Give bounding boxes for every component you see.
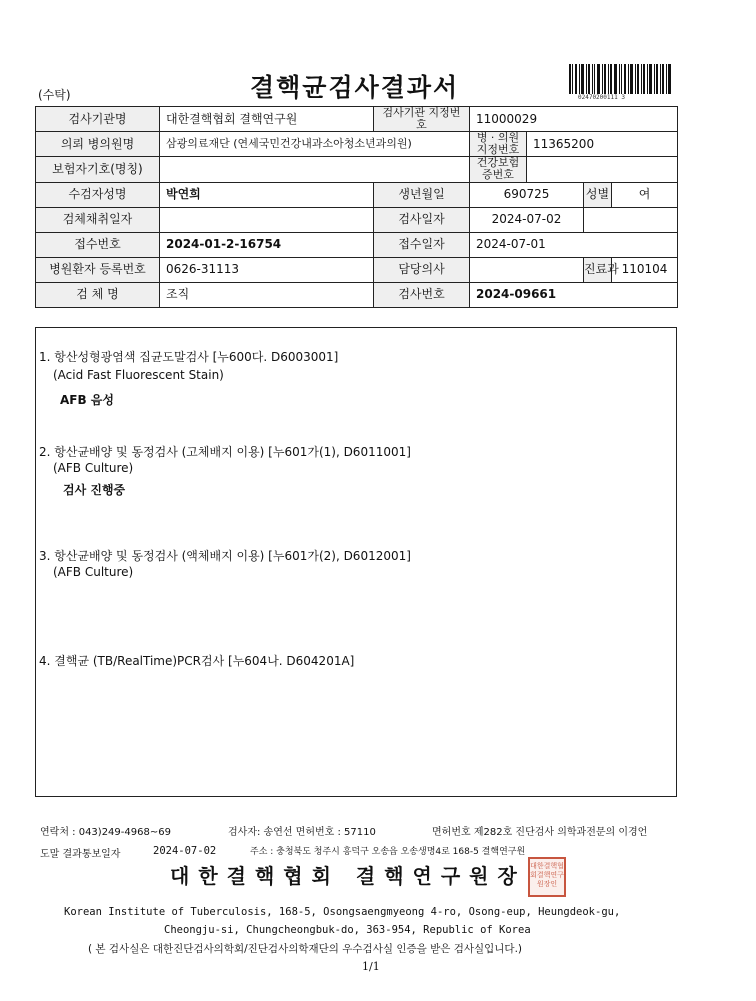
doctor-label: 담당의사 xyxy=(374,257,470,282)
birth-value: 690725 xyxy=(470,182,584,207)
req-hospital-code-label: 병 · 의원 지정번호 xyxy=(470,132,527,157)
table-row xyxy=(36,257,678,282)
copy-mark: (수탁) xyxy=(38,88,71,102)
test-date-value: 2024-07-02 xyxy=(470,207,584,232)
report-date-value: 2024-07-02 xyxy=(153,845,217,857)
barcode-text: 02470200111 3 xyxy=(578,94,625,101)
empty-cell xyxy=(584,207,678,232)
doctor-value xyxy=(470,257,584,282)
table-row xyxy=(36,282,678,307)
collect-date-value xyxy=(160,207,374,232)
test-no-label: 검사번호 xyxy=(374,282,470,307)
insurer-value xyxy=(160,157,470,182)
address-en-line2: Cheongju-si, Chungcheongbuk-do, 363-954, Republic of Korea xyxy=(164,924,531,936)
sex-label: 성별 xyxy=(584,182,612,207)
collect-date-label: 검체채취일자 xyxy=(36,207,160,232)
table-row xyxy=(36,132,678,157)
info-table xyxy=(35,106,678,308)
health-cert-label: 건강보험 증번호 xyxy=(470,157,527,182)
item2-subtitle: (AFB Culture) xyxy=(53,461,134,475)
examiner-text: 검사자: 송연선 면허번호 : 57110 xyxy=(228,827,376,838)
test-date-label: 검사일자 xyxy=(374,207,470,232)
department-value: 110104 xyxy=(612,257,678,282)
item1-title: 1. 항산성형광염색 집균도말검사 [누600다. D6003001] xyxy=(39,350,339,364)
table-row xyxy=(36,107,678,132)
page-title: 결핵균검사결과서 xyxy=(250,73,460,102)
department-label: 진료과 xyxy=(584,257,612,282)
test-no-value: 2024-09661 xyxy=(470,282,678,307)
inspect-org-value: 대한결핵협회 결핵연구원 xyxy=(160,107,374,132)
insurer-label: 보험자기호(명칭) xyxy=(36,157,160,182)
page-number: 1/1 xyxy=(362,960,380,973)
results-panel xyxy=(35,327,677,797)
receipt-no-value: 2024-01-2-16754 xyxy=(160,232,374,257)
table-row xyxy=(36,157,678,182)
health-cert-value xyxy=(527,157,678,182)
specimen-value: 조직 xyxy=(160,282,374,307)
contact-text: 연락처 : 043)249-4968~69 xyxy=(40,827,171,838)
certification-text: ( 본 검사실은 대한진단검사의학회/진단검사의학재단의 우수검사실 인증을 받은 검사실입니다.) xyxy=(88,943,523,955)
table-row xyxy=(36,182,678,207)
inspect-org-code-value: 11000029 xyxy=(470,107,678,132)
report-date-label: 도말 결과통보일자 xyxy=(40,849,121,860)
barcode-image xyxy=(569,64,673,94)
sex-value: 여 xyxy=(612,182,678,207)
inspect-org-label: 검사기관명 xyxy=(36,107,160,132)
license-text: 면허번호 제282호 진단검사 의학과전문의 이경언 xyxy=(432,827,648,838)
birth-label: 생년월일 xyxy=(374,182,470,207)
item1-subtitle: (Acid Fast Fluorescent Stain) xyxy=(53,368,224,382)
req-hospital-code-value: 11365200 xyxy=(527,132,678,157)
table-row xyxy=(36,207,678,232)
item3-title: 3. 항산균배양 및 동정검사 (액체배지 이용) [누601가(2), D6012001] xyxy=(39,549,411,563)
patient-name-value: 박연희 xyxy=(160,182,374,207)
patient-reg-label: 병원환자 등록번호 xyxy=(36,257,160,282)
patient-name-label: 수검자성명 xyxy=(36,182,160,207)
table-row xyxy=(36,232,678,257)
req-hospital-label: 의뢰 병의원명 xyxy=(36,132,160,157)
official-seal: 대한결핵협회결핵연구원장인 xyxy=(528,857,566,897)
receipt-date-value: 2024-07-01 xyxy=(470,232,678,257)
address-kr: 주소 : 충청북도 청주시 흥덕구 오송읍 오송생명4로 168-5 결핵연구원 xyxy=(250,847,526,857)
inspect-org-code-label: 검사기관 지정번호 xyxy=(374,107,470,132)
req-hospital-value: 삼광의료재단 (연세국민건강내과소아청소년과의원) xyxy=(160,132,470,157)
receipt-no-label: 접수번호 xyxy=(36,232,160,257)
specimen-label: 검 체 명 xyxy=(36,282,160,307)
patient-reg-value: 0626-31113 xyxy=(160,257,374,282)
address-en-line1: Korean Institute of Tuberculosis, 168-5, Osongsaengmyeong 4-ro, Osong-eup, Heungdeok-gu, xyxy=(64,906,621,918)
item4-title: 4. 결핵균 (TB/RealTime)PCR검사 [누604나. D604201A] xyxy=(39,654,355,668)
institution-name: 대한결핵협회 결핵연구원장 xyxy=(170,864,526,888)
receipt-date-label: 접수일자 xyxy=(374,232,470,257)
item2-title: 2. 항산균배양 및 동정검사 (고체배지 이용) [누601가(1), D6011001] xyxy=(39,445,411,459)
item1-result: AFB 음성 xyxy=(60,393,114,407)
item2-result: 검사 진행중 xyxy=(63,483,126,497)
item3-subtitle: (AFB Culture) xyxy=(53,565,134,579)
